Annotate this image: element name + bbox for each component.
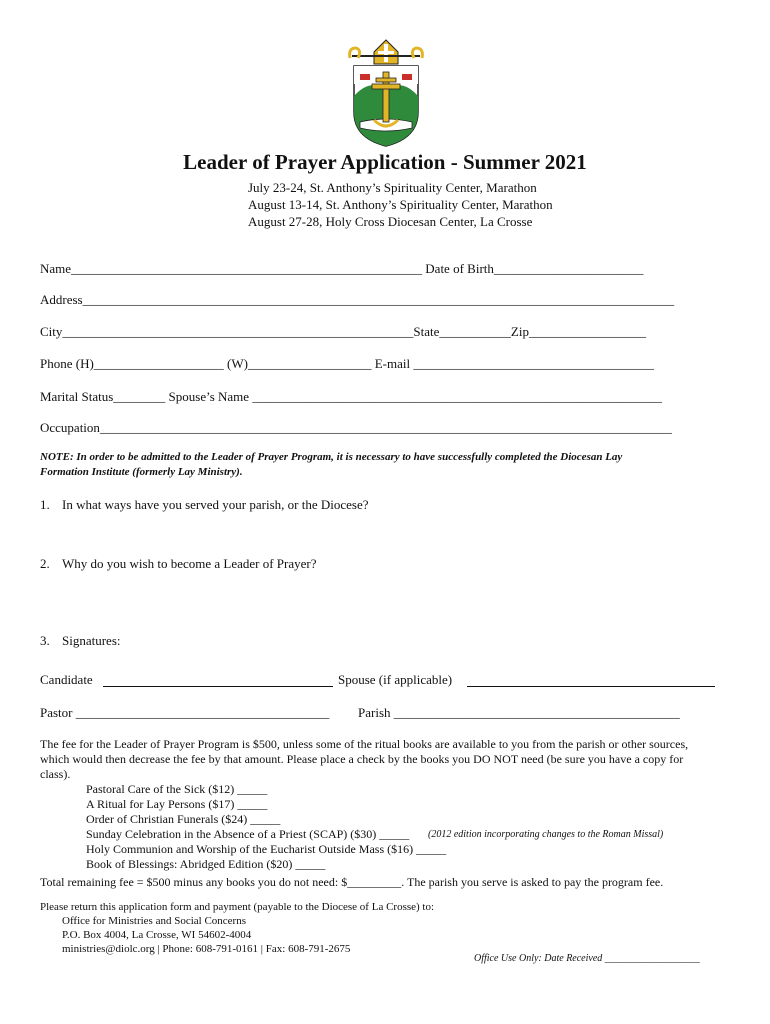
city-state-zip-field[interactable]: City______________________________________________________State___________Zip__________________ [40, 324, 646, 339]
pastor-signature-field[interactable]: Pastor _______________________________________ [40, 705, 330, 720]
page-title: Leader of Prayer Application - Summer 2021 [183, 150, 587, 174]
candidate-signature-label: Candidate [40, 672, 93, 687]
occupation-field[interactable]: Occupation________________________________________________________________________________________ [40, 420, 672, 435]
question-3: Signatures: [62, 633, 121, 648]
fee-text-line-3: class). [40, 767, 71, 781]
name-dob-field[interactable]: Name______________________________________________________ Date of Birth_______________________ [40, 261, 644, 276]
question-1: In what ways have you served your parish, or the Diocese? [62, 497, 369, 512]
total-fee-line[interactable]: Total remaining fee = $500 minus any books you do not need: $_________. The parish you serve is asked to pay the program fee. [40, 875, 664, 889]
book-item-scap[interactable]: Sunday Celebration in the Absence of a Priest (SCAP) ($30) _____ [86, 827, 410, 841]
spouse-signature-line[interactable] [467, 686, 715, 687]
book-item-ritual-lay-persons[interactable]: A Ritual for Lay Persons ($17) _____ [86, 797, 268, 811]
question-3-number: 3. [40, 633, 50, 648]
scap-edition-note: (2012 edition incorporating changes to the Roman Missal) [428, 829, 664, 840]
spouse-signature-label: Spouse (if applicable) [338, 672, 453, 687]
phone-email-field[interactable]: Phone (H)____________________ (W)___________________ E-mail _____________________________________ [40, 356, 654, 371]
session-date-2: August 13-14, St. Anthony’s Spirituality Center, Marathon [248, 197, 553, 212]
note-line-2: Formation Institute (formerly Lay Ministry). [40, 466, 243, 478]
book-item-book-of-blessings[interactable]: Book of Blessings: Abridged Edition ($20) _____ [86, 857, 326, 871]
fee-text-line-1: The fee for the Leader of Prayer Program is $500, unless some of the ritual books are available to you from the parish or other sources, [40, 737, 689, 751]
marital-spouse-field[interactable]: Marital Status________ Spouse’s Name _______________________________________________________________ [40, 389, 662, 404]
note-line-1: NOTE: In order to be admitted to the Leader of Prayer Program, it is necessary to have successfully completed the Diocesan Lay [40, 451, 623, 463]
candidate-signature-line[interactable] [103, 686, 333, 687]
session-date-1: July 23-24, St. Anthony’s Spirituality Center, Marathon [248, 180, 537, 195]
question-1-number: 1. [40, 497, 50, 512]
address-field[interactable]: Address___________________________________________________________________________________________ [40, 292, 675, 307]
diocese-crest-logo [340, 38, 432, 148]
question-2-number: 2. [40, 556, 50, 571]
book-item-holy-communion[interactable]: Holy Communion and Worship of the Eucharist Outside Mass ($16) _____ [86, 842, 447, 856]
parish-field[interactable]: Parish ____________________________________________ [358, 705, 680, 720]
office-name: Office for Ministries and Social Concerns [62, 915, 247, 927]
return-instructions: Please return this application form and payment (payable to the Diocese of La Crosse) to: [40, 901, 435, 913]
office-use-only: Office Use Only: Date Received ___________________ [474, 953, 700, 964]
question-2: Why do you wish to become a Leader of Prayer? [62, 556, 317, 571]
office-address: P.O. Box 4004, La Crosse, WI 54602-4004 [62, 929, 252, 941]
fee-text-line-2: which would then decrease the fee by that amount. Please place a check by the books you DO NOT need (be sure you have a copy for [40, 752, 684, 766]
book-item-christian-funerals[interactable]: Order of Christian Funerals ($24) _____ [86, 812, 281, 826]
book-item-pastoral-care[interactable]: Pastoral Care of the Sick ($12) _____ [86, 782, 268, 796]
session-date-3: August 27-28, Holy Cross Diocesan Center, La Crosse [248, 214, 533, 229]
office-contact: ministries@diolc.org | Phone: 608-791-0161 | Fax: 608-791-2675 [62, 943, 351, 955]
